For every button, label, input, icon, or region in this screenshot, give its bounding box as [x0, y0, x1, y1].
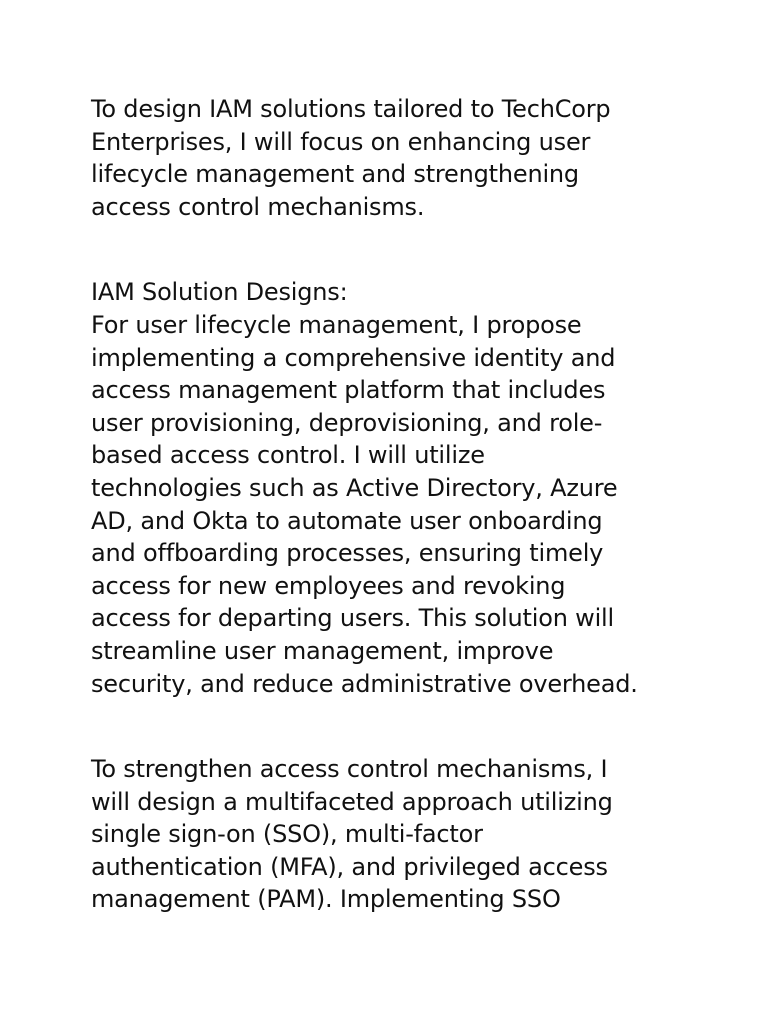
access-control-paragraph — [91, 753, 691, 916]
document-content — [91, 93, 691, 916]
access-control-line: will design a multifaceted approach utilizing — [91, 787, 613, 816]
lifecycle-line: user provisioning, deprovisioning, and role- — [91, 408, 603, 437]
lifecycle-line: based access control. I will utilize — [91, 441, 485, 470]
lifecycle-line: and offboarding processes, ensuring timely — [91, 539, 604, 568]
lifecycle-line: access management platform that includes — [91, 376, 606, 405]
intro-paragraph — [91, 93, 691, 223]
lifecycle-line: access for new employees and revoking — [91, 571, 566, 600]
lifecycle-line: AD, and Okta to automate user onboarding — [91, 506, 603, 535]
lifecycle-paragraph — [91, 309, 691, 700]
access-control-line: management (PAM). Implementing SSO — [91, 885, 561, 914]
access-control-line: single sign-on (SSO), multi-factor — [91, 820, 483, 849]
lifecycle-line: For user lifecycle management, I propose — [91, 310, 582, 339]
intro-line: Enterprises, I will focus on enhancing user — [91, 127, 591, 156]
section-heading — [91, 276, 691, 309]
lifecycle-line: technologies such as Active Directory, Azure — [91, 473, 618, 502]
lifecycle-line: access for departing users. This solution will — [91, 604, 614, 633]
intro-line: lifecycle management and strengthening — [91, 160, 579, 189]
access-control-line: authentication (MFA), and privileged access — [91, 852, 608, 881]
intro-line: To design IAM solutions tailored to TechCorp — [91, 95, 611, 123]
lifecycle-line: security, and reduce administrative overhead. — [91, 669, 638, 698]
lifecycle-line: implementing a comprehensive identity and — [91, 343, 616, 372]
section-heading-text: IAM Solution Designs: — [91, 278, 348, 307]
access-control-line: To strengthen access control mechanisms, I — [91, 755, 608, 784]
lifecycle-line: streamline user management, improve — [91, 636, 554, 665]
intro-line: access control mechanisms. — [91, 192, 425, 221]
